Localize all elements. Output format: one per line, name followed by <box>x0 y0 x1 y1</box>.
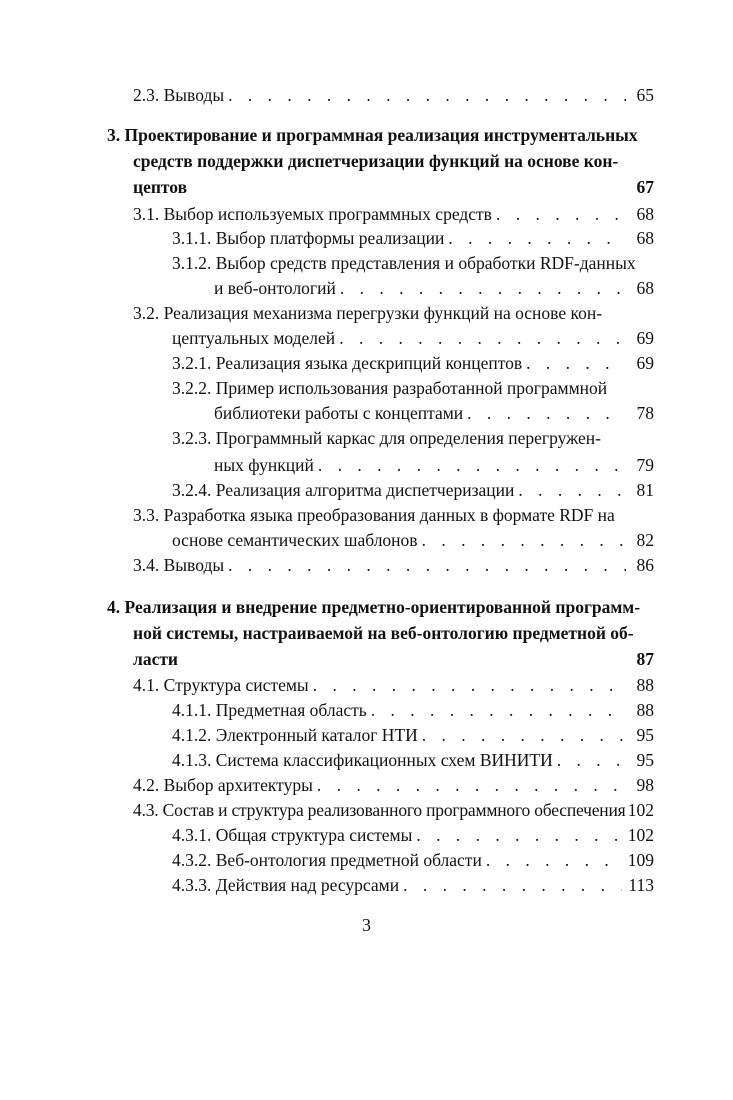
leader-dots <box>448 225 626 251</box>
toc-entry-4-3-1 <box>172 822 654 848</box>
toc-entry-page: 113 <box>628 875 654 895</box>
toc-entry-page: 81 <box>636 480 654 500</box>
toc-entry-2-3 <box>133 82 654 108</box>
toc-entry-page: 88 <box>636 675 654 695</box>
page-number: 3 <box>362 915 371 935</box>
toc-entry-label: 3.2. Реализация механизма перегрузки функций на основе кон- <box>133 303 603 323</box>
toc-entry-3-2-2-line-1 <box>172 375 607 401</box>
toc-entry-label: 3.1. Выбор используемых программных средств <box>133 204 492 224</box>
leader-dots <box>339 325 626 351</box>
toc-chapter-4-page: 87 <box>636 649 654 669</box>
leader-dots <box>467 400 626 426</box>
toc-entry-page: 78 <box>636 403 654 423</box>
toc-entry-label: 3.2.1. Реализация языка дескрипций концептов <box>172 353 523 373</box>
leader-dots <box>416 822 621 848</box>
toc-entry-3-2-line-2 <box>172 325 654 351</box>
toc-entry-3-2-3-line-2 <box>214 452 654 478</box>
toc-entry-3-2-1 <box>172 350 654 376</box>
toc-entry-label: 4.1.1. Предметная область <box>172 700 367 720</box>
toc-entry-label: 2.3. Выводы <box>133 85 225 105</box>
toc-chapter-4-line-3 <box>133 646 654 672</box>
toc-entry-label: 4.3.2. Веб-онтология предметной области <box>172 850 482 870</box>
toc-chapter-3-title-1: 3. Проектирование и программная реализация инструментальных <box>107 125 638 145</box>
toc-entry-label: 4.2. Выбор архитектуры <box>133 775 313 795</box>
toc-chapter-4-line-1 <box>107 594 640 620</box>
toc-entry-page: 102 <box>627 825 654 845</box>
toc-entry-4-3-2 <box>172 847 654 873</box>
toc-entry-page: 68 <box>636 204 654 224</box>
toc-entry-4-1 <box>133 672 654 698</box>
toc-entry-3-1-2-line-1 <box>172 250 636 276</box>
toc-chapter-3-title-3: цептов <box>133 177 188 197</box>
toc-entry-4-3-3 <box>172 872 654 898</box>
toc-entry-label: 4.3. Состав и структура реализованного программного обеспечения <box>133 800 626 820</box>
toc-entry-page: 98 <box>636 775 654 795</box>
toc-entry-page: 69 <box>636 328 654 348</box>
toc-chapter-4-title-2: ной системы, настраиваемой на веб-онтологию предметной об- <box>133 623 634 643</box>
toc-entry-4-1-1 <box>172 697 654 723</box>
toc-chapter-4-title-1: 4. Реализация и внедрение предметно-ориентированной программ- <box>107 597 641 617</box>
toc-entry-label: 3.2.4. Реализация алгоритма диспетчеризации <box>172 480 515 500</box>
toc-entry-page: 86 <box>636 555 654 575</box>
leader-dots <box>422 527 626 553</box>
leader-dots <box>371 697 626 723</box>
leader-dots <box>318 452 626 478</box>
toc-entry-3-1 <box>133 201 654 227</box>
toc-entry-label: библиотеки работы с концептами <box>214 403 464 423</box>
toc-entry-3-2-2-line-2 <box>214 400 654 426</box>
toc-entry-4-1-3 <box>172 747 654 773</box>
leader-dots <box>403 872 622 898</box>
toc-entry-4-2 <box>133 772 654 798</box>
toc-entry-3-1-1 <box>172 225 654 251</box>
toc-entry-4-3 <box>133 797 654 823</box>
leader-dots <box>228 552 626 578</box>
leader-dots <box>486 847 622 873</box>
toc-entry-label: 4.3.1. Общая структура системы <box>172 825 413 845</box>
toc-chapter-3-line-1 <box>107 122 654 148</box>
toc-entry-page: 88 <box>636 700 654 720</box>
toc-entry-page: 109 <box>627 850 654 870</box>
leader-dots <box>526 350 626 376</box>
leader-dots <box>228 82 626 108</box>
toc-entry-page: 65 <box>636 85 654 105</box>
toc-entry-4-1-2 <box>172 722 654 748</box>
toc-chapter-4-line-2 <box>133 620 634 646</box>
toc-entry-label: 3.4. Выводы <box>133 555 225 575</box>
toc-entry-label: 3.1.1. Выбор платформы реализации <box>172 228 445 248</box>
toc-entry-label: 3.2.3. Программный каркас для определения перегружен- <box>172 428 601 448</box>
toc-entry-3-3-line-2 <box>172 527 654 553</box>
toc-entry-label: 4.3.3. Действия над ресурсами <box>172 875 400 895</box>
toc-entry-3-1-2-line-2 <box>214 275 654 301</box>
leader-dots <box>496 201 626 227</box>
toc-chapter-3-line-2 <box>133 148 654 174</box>
leader-dots <box>317 772 626 798</box>
toc-entry-3-2-3-line-1 <box>172 425 601 451</box>
toc-entry-3-4 <box>133 552 654 578</box>
toc-entry-label: 4.1. Структура системы <box>133 675 309 695</box>
toc-entry-page: 79 <box>636 455 654 475</box>
toc-entry-3-3-line-1 <box>133 502 615 528</box>
leader-dots <box>518 477 626 503</box>
toc-chapter-4-title-3: ласти <box>133 649 179 669</box>
toc-chapter-3-page: 67 <box>636 177 654 197</box>
toc-entry-page: 82 <box>636 530 654 550</box>
toc-chapter-3-line-3 <box>133 174 654 200</box>
toc-entry-label: 3.3. Разработка языка преобразования данных в формате RDF на <box>133 505 615 525</box>
toc-entry-label: цептуальных моделей <box>172 328 336 348</box>
toc-entry-label: основе семантических шаблонов <box>172 530 418 550</box>
toc-entry-page: 102 <box>627 800 654 820</box>
toc-entry-page: 68 <box>636 278 654 298</box>
leader-dots <box>313 672 626 698</box>
leader-dots <box>422 722 626 748</box>
toc-entry-label: 4.1.2. Электронный каталог НТИ <box>172 725 418 745</box>
toc-entry-label: 3.1.2. Выбор средств представления и обработки RDF-данных <box>172 253 636 273</box>
toc-entry-page: 95 <box>636 750 654 770</box>
toc-entry-page: 95 <box>636 725 654 745</box>
leader-dots <box>557 747 626 773</box>
leader-dots <box>340 275 626 301</box>
toc-entry-label: ных функций <box>214 455 314 475</box>
toc-chapter-3-title-2: средств поддержки диспетчеризации функций на основе кон- <box>133 151 619 171</box>
toc-entry-label: и веб-онтологий <box>214 278 336 298</box>
toc-entry-page: 69 <box>636 353 654 373</box>
toc-entry-3-2-4 <box>172 477 654 503</box>
toc-entry-label: 4.1.3. Система классификационных схем ВИНИТИ <box>172 750 553 770</box>
toc-entry-page: 68 <box>636 228 654 248</box>
toc-entry-label: 3.2.2. Пример использования разработанной программной <box>172 378 608 398</box>
toc-entry-3-2-line-1 <box>133 300 602 326</box>
